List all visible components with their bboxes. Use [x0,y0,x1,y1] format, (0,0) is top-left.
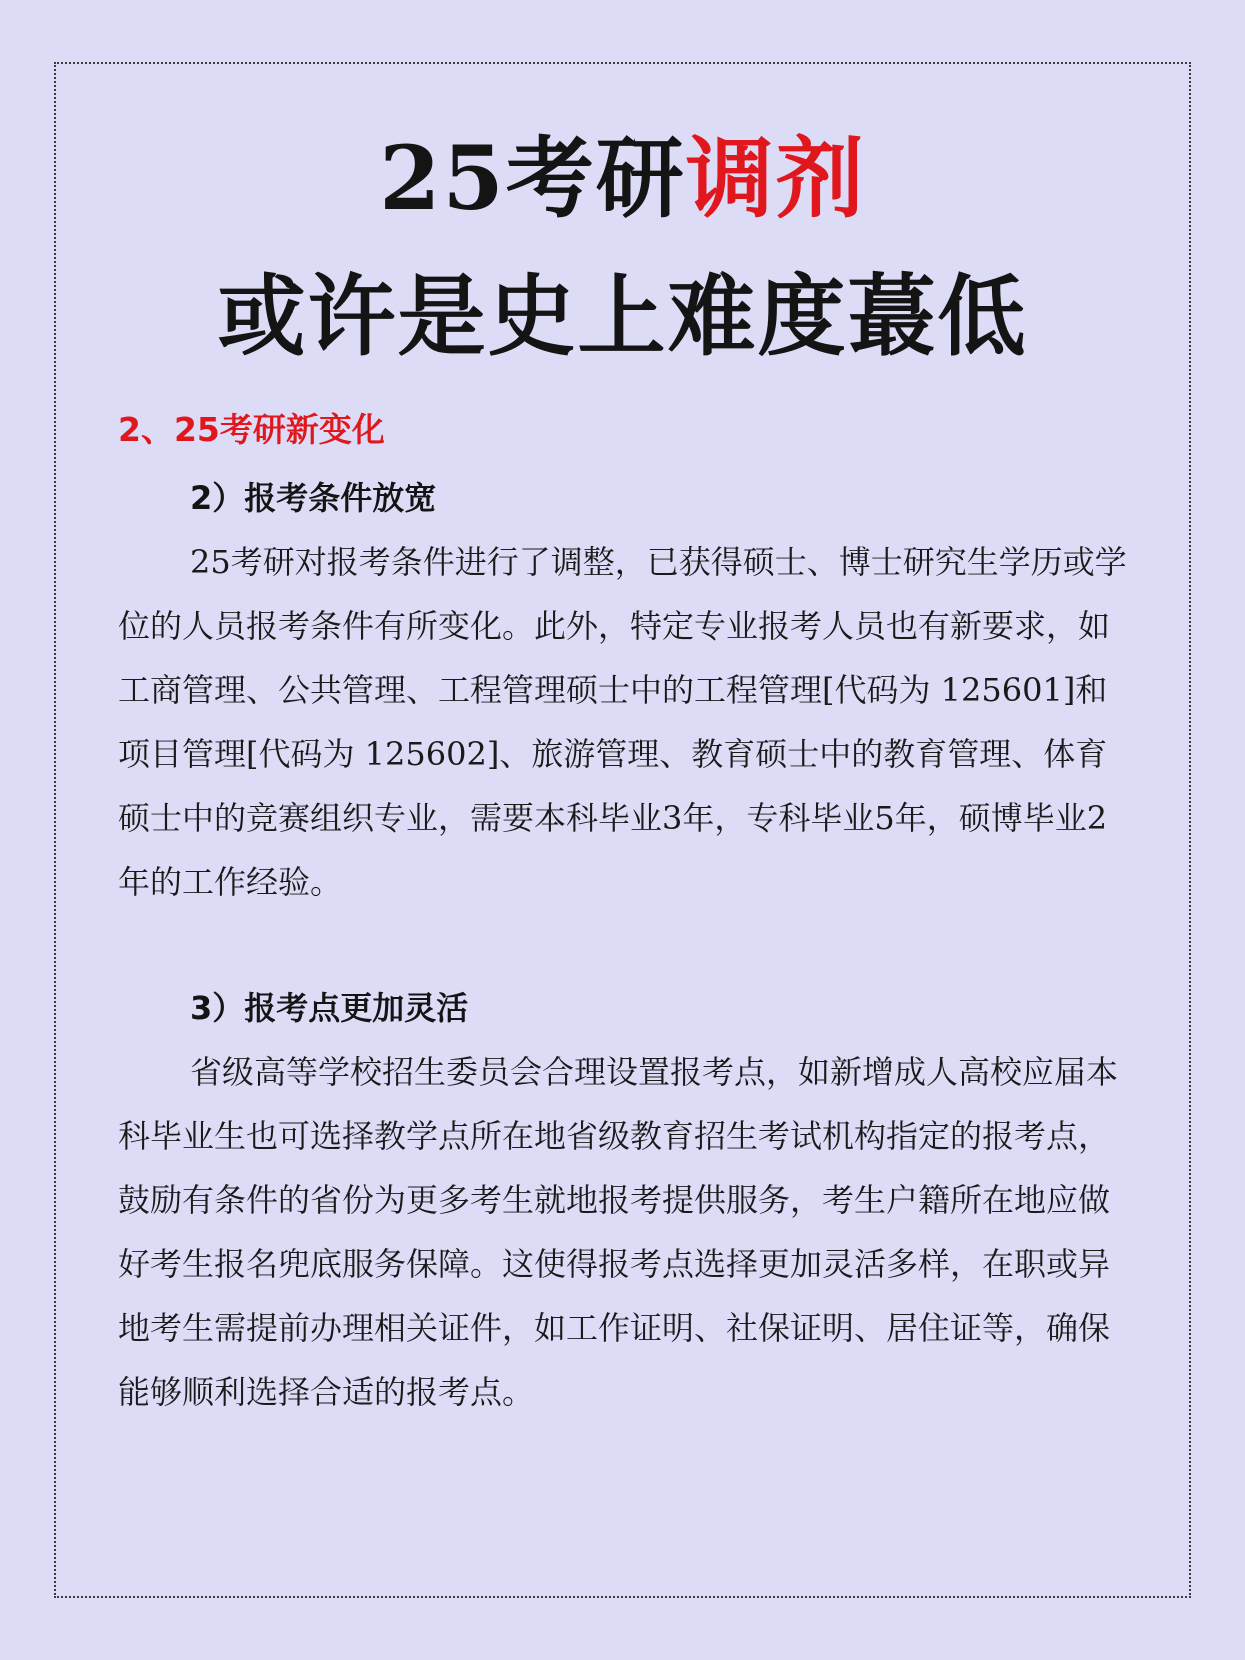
title-line-1 [0,128,1245,228]
subheading-exam-site: 3）报考点更加灵活 [190,989,469,1027]
title-line-2: 或许是史上难度蕞低 [217,264,1028,368]
section-heading: 2、25考研新变化 [118,410,385,449]
subheading-eligibility: 2）报考条件放宽 [190,479,437,517]
title-prefix: 25考研 [379,126,686,230]
title-highlight: 调剂 [685,126,866,230]
paragraph-eligibility: 25考研对报考条件进行了调整，已获得硕士、博士研究生学历或学位的人员报考条件有所变化。此外，特定专业报考人员也有新要求，如工商管理、公共管理、工程管理硕士中的工程管理[代码为 125601]和项目管理[代码为 125602]、旅游管理、教育硕士中的教育管理、体育硕士中的竞赛组织专业，需要本科毕业3年，专科毕业5年，硕博毕业2年的工作经验。 [118,543,1127,901]
paragraph-exam-site: 省级高等学校招生委员会合理设置报考点，如新增成人高校应届本科毕业生也可选择教学点所在地省级教育招生考试机构指定的报考点，鼓励有条件的省份为更多考生就地报考提供服务，考生户籍所在地应做好考生报名兜底服务保障。这使得报考点选择更加灵活多样，在职或异地考生需提前办理相关证件，如工作证明、社保证明、居住证等，确保能够顺利选择合适的报考点。 [118,1053,1119,1411]
